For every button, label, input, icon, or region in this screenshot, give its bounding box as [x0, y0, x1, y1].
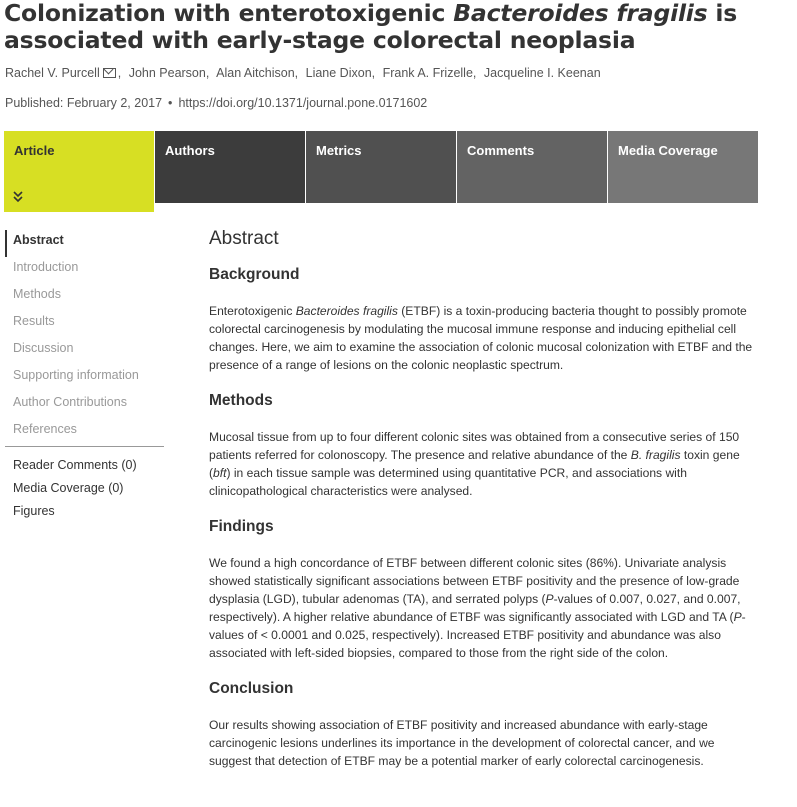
nav-item-methods[interactable]: Methods	[13, 287, 61, 301]
author-link[interactable]: Rachel V. Purcell	[5, 66, 100, 80]
doi-link[interactable]: https://doi.org/10.1371/journal.pone.0171602	[178, 96, 428, 110]
abstract-content	[209, 228, 759, 788]
conclusion-paragraph: Our results showing association of ETBF positivity and increased abundance with early-stage carcinogenic lesions underlines its importance in the development of colorectal cancer, and we suggest that detection of ETBF may be a potential marker of early colorectal carcinogenesis.	[209, 718, 715, 768]
author-link[interactable]: Frank A. Frizelle	[382, 66, 473, 80]
title-part-2: is associated with early-stage colorectal neoplasia	[4, 0, 738, 54]
tab-comments[interactable]	[457, 131, 607, 203]
nav-item-introduction[interactable]: Introduction	[13, 260, 79, 274]
methods-paragraph: Mucosal tissue from up to four different colonic sites was obtained from a consecutive series of 150 patients referred for colonoscopy. The presence and relative abundance of the B. fragilis toxin gene (bft) in each tissue sample was determined using quantitative PCR, and associations with clinicopathological characteristics were analysed.	[209, 430, 740, 498]
tab-metrics-label: Metrics	[316, 143, 362, 158]
background-heading: Background	[209, 266, 300, 283]
title-part-1: Colonization with enterotoxigenic	[4, 0, 454, 27]
findings-heading: Findings	[209, 518, 274, 535]
nav-item-author-contributions[interactable]: Author Contributions	[13, 395, 127, 409]
tab-article[interactable]	[4, 131, 154, 212]
author-link[interactable]: Alan Aitchison	[216, 66, 295, 80]
article-title	[4, 0, 784, 54]
background-paragraph: Enterotoxigenic Bacteroides fragilis (ETBF) is a toxin-producing bacteria thought to possibly promote colorectal carcinogenesis by modulating the mucosal immune response and inducing epithelial cell changes. Here, we aim to examine the association of colonic mucosal colonization with ETBF and the presence of a range of lesions on the colonic neoplastic spectrum.	[209, 304, 753, 372]
abstract-heading: Abstract	[209, 228, 279, 249]
findings-paragraph: We found a high concordance of ETBF between different colonic sites (86%). Univariate analysis showed statistically significant associations between ETBF positivity and the presence of low-grade dysplasia (LGD), tubular adenomas (TA), and serrated polyps (P-values of 0.007, 0.027, and 0.007, respectively). A higher relative abundance of ETBF was significantly associated with LGD and TA (P-values of < 0.0001 and 0.025, respectively). Increased ETBF positivity and abundance was also associated with left-sided biopsies, compared to those from the right side of the colon.	[209, 556, 746, 660]
article-tabs	[4, 131, 758, 212]
nav-item-supporting-information[interactable]: Supporting information	[13, 368, 139, 382]
published-date: Published: February 2, 2017	[5, 96, 163, 110]
tab-comments-label: Comments	[467, 143, 535, 158]
nav-item-references[interactable]: References	[13, 422, 77, 436]
email-icon[interactable]	[103, 68, 116, 78]
publication-info	[5, 96, 427, 110]
tab-authors[interactable]	[155, 131, 305, 203]
nav-item-discussion[interactable]: Discussion	[13, 341, 74, 355]
nav-item-results[interactable]: Results	[13, 314, 55, 328]
author-list: Rachel V. Purcell , John Pearson, Alan Aitchison, Liane Dixon, Frank A. Frizelle, Jacqueline I. Keenan	[5, 66, 601, 80]
tab-metrics[interactable]	[306, 131, 456, 203]
reader-comments-link[interactable]: Reader Comments (0)	[13, 458, 137, 472]
tab-article-label: Article	[14, 143, 55, 158]
author-link[interactable]: John Pearson	[128, 66, 206, 80]
separator-dot: •	[168, 96, 173, 110]
section-nav	[5, 230, 164, 525]
title-italic: Bacteroides fragilis	[453, 0, 708, 27]
tab-media-label: Media Coverage	[618, 143, 718, 158]
nav-divider	[5, 446, 164, 447]
nav-item-abstract[interactable]: Abstract	[5, 230, 164, 257]
conclusion-heading: Conclusion	[209, 680, 294, 697]
media-coverage-link[interactable]: Media Coverage (0)	[13, 481, 124, 495]
methods-heading: Methods	[209, 392, 273, 409]
tab-media-coverage[interactable]	[608, 131, 758, 203]
author-link[interactable]: Liane Dixon	[305, 66, 372, 80]
figures-link[interactable]: Figures	[13, 504, 55, 518]
tab-authors-label: Authors	[165, 143, 215, 158]
author-link[interactable]: Jacqueline I. Keenan	[483, 66, 601, 80]
double-chevron-down-icon	[13, 191, 23, 203]
